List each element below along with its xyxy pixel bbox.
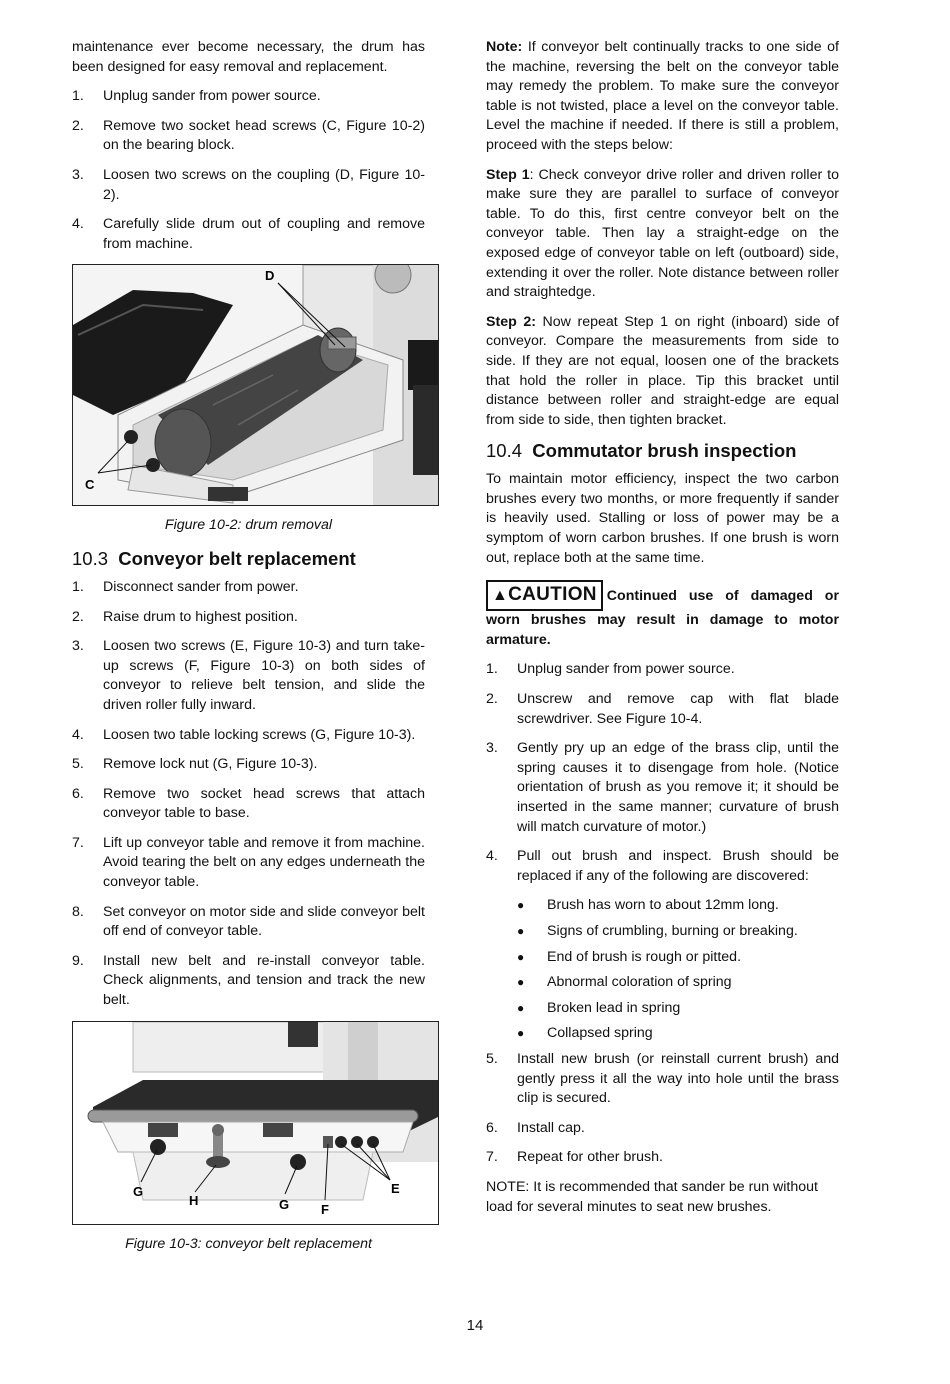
caution-badge: ▲CAUTION xyxy=(486,580,603,611)
brush-intro-paragraph: To maintain motor efficiency, inspect the two carbon brushes every two months, or more frequently if sander is heavily used. Stalling or loss of power may be a symptom of worn carbon brushes. If one brush is worn out, replace both at the same time. xyxy=(486,471,839,566)
list-item: 3. Loosen two screws (E, Figure 10-3) and turn take-up screws (F, Figure 10-3) on both sides of conveyor to relieve belt tension, and slide the driven roller fully inward. xyxy=(72,638,425,713)
bullet-icon: ● xyxy=(517,898,525,913)
note-paragraph: Note: If conveyor belt continually tracks to one side of the machine, reversing the belt on the conveyor table may remedy the problem. To make sure the conveyor table is not twisted, place a level on the conveyor table. Level the machine if needed. If there is still a problem, proceed with the steps below: xyxy=(486,39,839,153)
section-heading-conveyor-belt: 10.3 Conveyor belt replacement xyxy=(72,547,356,569)
step2-paragraph: Step 2: Now repeat Step 1 on right (inboard) side of conveyor. Compare the measurements from side to side. If they are not equal, loosen one of the brackets that hold the roller in place. Tip this bracket until distance between roller and straight-edge are equal from side to side, then tighten bracket. xyxy=(486,313,839,428)
list-item: 2. Raise drum to highest position. xyxy=(72,608,298,625)
conveyor-belt-illustration xyxy=(73,1022,438,1224)
bullet-item: ● Abnormal coloration of spring xyxy=(517,973,839,993)
right-column xyxy=(486,38,839,1227)
list-item: 7. Repeat for other brush. xyxy=(486,1149,663,1166)
figure-label-f: F xyxy=(321,1201,329,1217)
list-item: 9. Install new belt and re-install conveyor table. Check alignments, and tension and track the new belt. xyxy=(72,952,425,1009)
list-item: 4. Pull out brush and inspect. Brush should be replaced if any of the following are discovered: xyxy=(486,848,839,884)
left-column xyxy=(72,38,425,1266)
figure-conveyor-belt-replacement xyxy=(72,1021,439,1225)
list-item: 8. Set conveyor on motor side and slide conveyor belt off end of conveyor table. xyxy=(72,903,425,940)
caution-paragraph: ▲CAUTION Continued use of damaged or worn brushes may result in damage to motor armature. xyxy=(486,580,839,650)
bullet-icon: ● xyxy=(517,1000,525,1015)
list-item: 5. Install new brush (or reinstall current brush) and gently press it all the way into hole until the brass clip is secured. xyxy=(486,1050,839,1107)
intro-paragraph: maintenance ever become necessary, the drum has been designed for easy removal and replacement. xyxy=(72,39,425,75)
figure-label-g: G xyxy=(133,1183,144,1199)
list-item: 4. Carefully slide drum out of coupling and remove from machine. xyxy=(72,216,425,252)
list-item: 2. Unscrew and remove cap with flat blade screwdriver. See Figure 10-4. xyxy=(486,691,839,727)
bullet-item: ● Signs of crumbling, burning or breaking. xyxy=(517,922,839,942)
figure-drum-removal xyxy=(72,264,439,506)
section-heading-brush-inspection: 10.4 Commutator brush inspection xyxy=(486,440,797,462)
final-note: NOTE: It is recommended that sander be run without load for several minutes to seat new brushes. xyxy=(486,1178,818,1215)
bullet-icon: ● xyxy=(517,975,525,990)
figure-label-c: C xyxy=(85,477,95,493)
bullet-item: ● Collapsed spring xyxy=(517,1024,839,1044)
warning-triangle-icon: ▲ xyxy=(492,587,509,605)
list-item: 1. Unplug sander from power source. xyxy=(486,661,735,678)
bullet-item: ● Brush has worn to about 12mm long. xyxy=(517,896,839,916)
list-item: 6. Install cap. xyxy=(486,1119,585,1136)
bullet-item: ● Broken lead in spring xyxy=(517,999,839,1019)
list-item: 5. Remove lock nut (G, Figure 10-3). xyxy=(72,756,318,773)
brush-steps-continued xyxy=(486,1050,839,1168)
figure-caption: Figure 10-3: conveyor belt replacement xyxy=(125,1235,372,1252)
figure-label-e: E xyxy=(391,1180,400,1196)
list-item: 7. Lift up conveyor table and remove it from machine. Avoid tearing the belt on any edges underneath the conveyor table. xyxy=(72,834,425,891)
brush-steps xyxy=(486,660,839,886)
figure-label-d: D xyxy=(265,268,275,284)
figure-label-h: H xyxy=(189,1192,199,1208)
list-item: 4. Loosen two table locking screws (G, Figure 10-3). xyxy=(72,726,416,743)
list-item: 1. Unplug sander from power source. xyxy=(72,88,321,105)
drum-removal-illustration xyxy=(73,265,438,505)
page-number: 14 xyxy=(466,1317,484,1334)
list-item: 1. Disconnect sander from power. xyxy=(72,578,299,595)
list-item: 3. Loosen two screws on the coupling (D, Figure 10-2). xyxy=(72,166,425,203)
step1-paragraph: Step 1: Check conveyor drive roller and driven roller to make sure they are parallel to surface of conveyor table. To do this, first centre conveyor belt on the conveyor table. Then lay a straight-edge on the exposed edge of conveyor table on left (outboard) side, extending it over the roller. Note distance between roller and straightedge. xyxy=(486,166,839,301)
bullet-icon: ● xyxy=(517,949,525,964)
bullet-item: ● End of brush is rough or pitted. xyxy=(517,948,839,968)
brush-replacement-criteria xyxy=(517,896,839,1044)
bullet-icon: ● xyxy=(517,923,525,938)
figure-label-g: G xyxy=(279,1196,290,1212)
list-item: 3. Gently pry up an edge of the brass clip, until the spring causes it to disengage from hole. (Notice orientation of brush as you remove it; it should be inserted in the same manner; curvature of brush will match curvature of motor.) xyxy=(486,740,839,835)
belt-replacement-steps xyxy=(72,578,425,1011)
drum-removal-steps xyxy=(72,87,425,254)
bullet-icon: ● xyxy=(517,1026,525,1041)
figure-caption: Figure 10-2: drum removal xyxy=(164,517,333,534)
list-item: 2. Remove two socket head screws (C, Figure 10-2) on the bearing block. xyxy=(72,117,425,154)
list-item: 6. Remove two socket head screws that attach conveyor table to base. xyxy=(72,785,425,822)
